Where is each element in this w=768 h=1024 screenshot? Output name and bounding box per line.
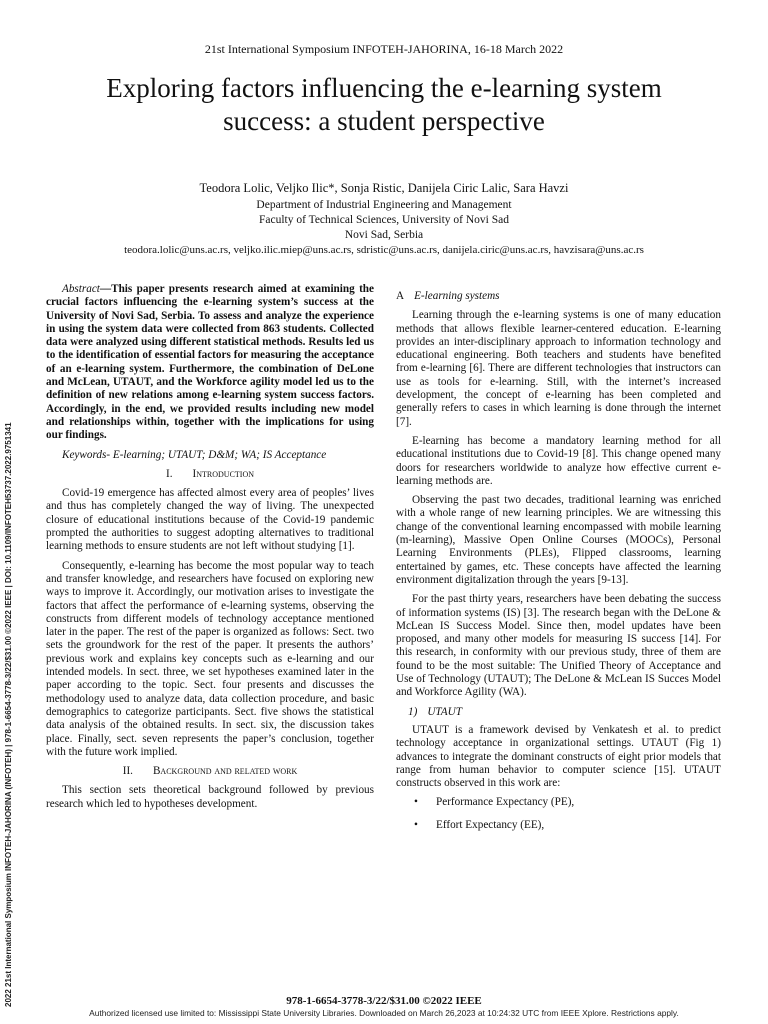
subsubsection-heading-utaut [408,706,721,719]
paper-title [30,72,738,138]
affiliation-faculty: Faculty of Technical Sciences, University of Novi Sad [258,214,509,226]
list-item-text: Performance Expectancy (PE), [436,796,575,809]
paragraph: Learning through the e-learning systems is one of many education methods that allows flexible learner-centered education. E-learning provides an inter-disciplinary approach to information technology and educational engineering. Both teachers and students have benefited from e-learning [6]. There are different technologies that instructors can use as tools for e-learning. Still, with the internet’s increased development, the concept of e-learning has been completed and generally refers to cases in which learning is done through the internet [7]. [396,309,721,428]
list-item [396,796,721,809]
subsubsection-title: UTAUT [427,705,462,718]
affiliation-location: Novi Sad, Serbia [344,229,424,241]
list-item [396,819,721,832]
paragraph: Consequently, e-learning has become the most popular way to teach and transfer knowledge, and researchers have focused on exploring new ways to improve it. Accordingly, our motivation arises to investigate the factors that affect the performance of e-learning systems, observing the constructs from different models of technology acceptance mentioned later in the paper. The rest of the paper is organized as follows: Sect. two sets the groundwork for the rest of the paper. It presents the authors’ previous work and explains key concepts such as e-learning and our intended models. In sect. three, we set hypotheses examined later in the paper according to the topic. Sect. four presents and discusses the methodology used to analyze data, data collection procedure, and basic demographics to categorize participants. Sect. five shows the statistical data analysis of the obtained results. In sect. six, the discussion takes place. Finally, sect. seven represents the paper’s conclusion, together with the future work implied. [46,559,374,758]
subsection-title: E-learning systems [414,290,500,302]
section-title: Background and related work [152,765,298,778]
section-title: Introduction [192,467,255,480]
paragraph: E-learning has become a mandatory learning method for all educational institutions due to Covid-19 [8]. This change opened many doors for researchers worldwide to analyze how effective current e-learning methods are. [396,434,721,487]
bullet-icon: • [414,796,418,809]
subsection-heading-elearning [396,290,721,303]
license-notice: Authorized licensed use limited to: Mississippi State University Libraries. Downloaded on March 26,2023 at 10:24:32 UTC from IEEE Xplore. Restrictions apply. [89,1008,679,1018]
affiliation-department: Department of Industrial Engineering and Management [256,199,512,211]
paragraph: Covid-19 emergence has affected almost every area of peoples’ lives and thus has completely changed the way of living. The unexpected closure of educational institutions because of the Covid-19 pandemic prompted the authorities to suggest adopting alternatives to traditional learning methods to ensure students are not left without studying [1]. [46,487,374,553]
title-line-2: success: a student perspective [223,106,545,136]
abstract [46,283,374,443]
title-line-1: Exploring factors influencing the e-learning system [106,73,662,103]
doi-sidebar: 2022 21st International Symposium INFOTEH-JAHORINA (INFOTEH) | 978-1-6654-3778-3/22/$31.00 ©2022 IEEE | DOI: 10.1109/INFOTEH53737.2022.9751341 [4,422,13,1007]
bullet-icon: • [414,818,418,831]
keywords: Keywords- E-learning; UTAUT; D&M; WA; IS Acceptance [62,448,327,461]
abstract-text: —This paper presents research aimed at examining the crucial factors influencing the e-learning system’s success at the University of Novi Sad, Serbia. To assess and analyze the experience in using the system data were collected from 863 students. Collected data were analyzed using different statistical methods. Results led us to the identification of essential factors for measuring the acceptance of an e-learning system. Furthermore, the combination of DeLone and McLean, UTAUT, and the Workforce agility model led us to the definition of new relations among e-learning system success factors. Accordingly, in the end, we provided results including new model and relationships within, together with the implications for using our findings. [46,283,374,442]
paragraph: For the past thirty years, researchers have been debating the success of information systems (IS) [3]. The research began with the DeLone & McLean IS Success Model. Since then, model updates have been proposed, and many other models for measuring IS success [14]. For this research, in conformity with our previous study, three of them are found to be the most suitable: The Unified Theory of Acceptance and Use of Technology (UTAUT); The DeLone & McLean IS Succes Model and Workforce Agility (WA). [396,593,721,699]
construct-list [396,796,721,832]
subsection-number: A [396,290,405,302]
abstract-label: Abstract [62,283,100,295]
section-heading-background [46,765,374,778]
paragraph: Observing the past two decades, traditional learning was enriched with a whole range of new learning principles. We are witnessing this change of the conventional learning encompassed with mobile learning (m-learning), Massive Open Online Courses (MOOCs), Personal Learning Environments (PLEs), Flipped classrooms, learning entertained by games, etc. These concepts have affected the learning environment digitalization through the years [9-13]. [396,494,721,586]
section-heading-introduction [46,468,374,481]
copyright-line: 978-1-6654-3778-3/22/$31.00 ©2022 IEEE [286,995,482,1007]
list-item-text: Effort Expectancy (EE), [436,818,545,831]
author-emails: teodora.lolic@uns.ac.rs, veljko.ilic.miep@uns.ac.rs, sdristic@uns.ac.rs, danijela.ciric@uns.ac.rs, havzisara@uns.ac.rs [124,244,644,256]
right-column [396,290,721,841]
section-number: II. [122,765,133,778]
conference-header: 21st International Symposium INFOTEH-JAHORINA, 16-18 March 2022 [204,42,564,56]
subsubsection-number: 1) [408,705,418,718]
paragraph: This section sets theoretical background followed by previous research which led to hypotheses development. [46,784,374,810]
paragraph: UTAUT is a framework devised by Venkatesh et al. to predict technology acceptance in organizational settings. UTAUT (Fig 1) advances to integrate the dominant constructs of eight prior models that range from human behavior to computer science [15]. UTAUT constructs observed in this work are: [396,723,721,790]
author-list: Teodora Lolic, Veljko Ilic*, Sonja Ristic, Danijela Ciric Lalic, Sara Havzi [199,181,569,195]
left-column [46,283,374,817]
section-number: I. [165,467,173,480]
